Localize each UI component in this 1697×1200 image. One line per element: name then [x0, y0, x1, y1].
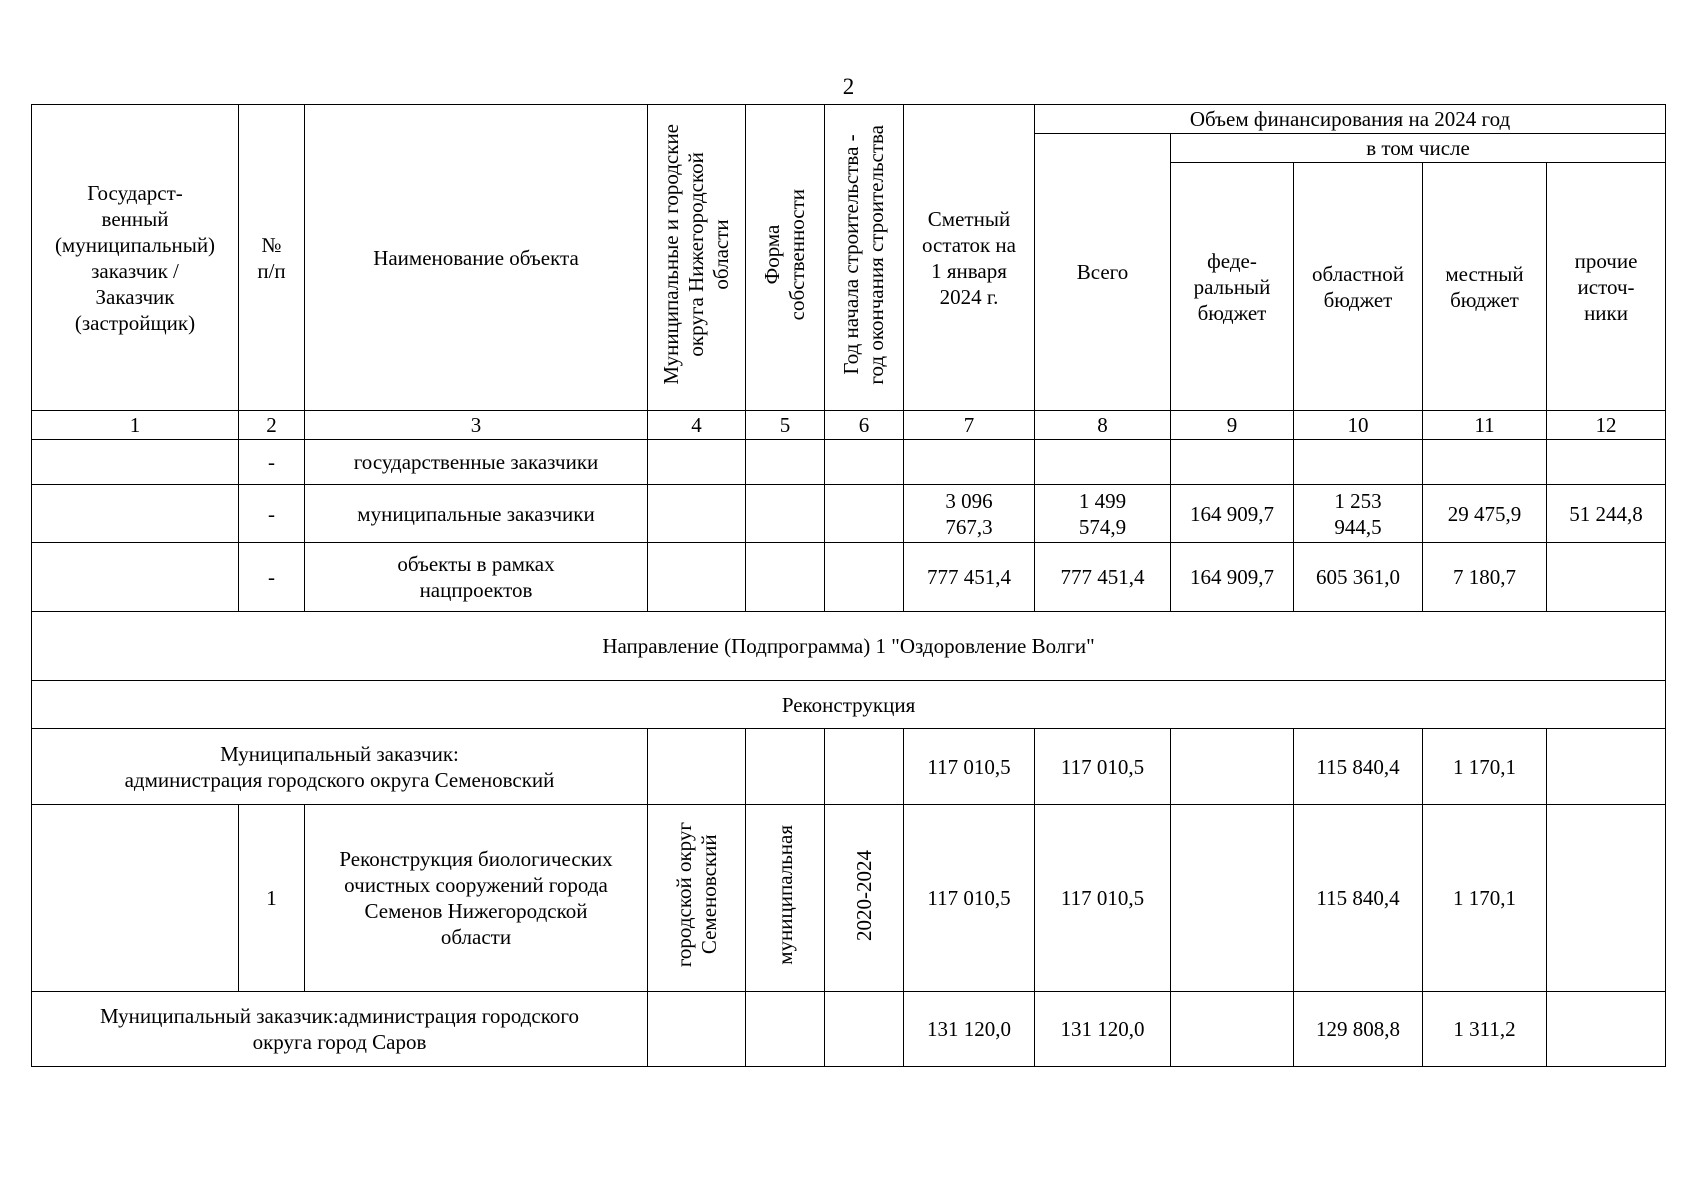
cell-other [1547, 729, 1666, 805]
cell-federal [1171, 992, 1294, 1067]
header-object-name: Наименование объекта [305, 105, 648, 411]
header-districts: Муниципальные и городские округа Нижегородской области [648, 105, 746, 411]
row-number: - [239, 440, 305, 485]
object-years: 2020-2024 [825, 805, 904, 992]
cell-estimated-balance: 777 451,4 [904, 543, 1035, 612]
cell-local: 1 311,2 [1423, 992, 1547, 1067]
cell-other [1547, 543, 1666, 612]
column-number: 4 [648, 411, 746, 440]
table-row [32, 440, 1666, 485]
section-title: Направление (Подпрограмма) 1 "Оздоровление Волги" [32, 612, 1666, 681]
customer-name: Муниципальный заказчик: администрация городского округа Семеновский [32, 729, 648, 805]
cell-local: 29 475,9 [1423, 485, 1547, 543]
row-name: муниципальные заказчики [305, 485, 648, 543]
column-number: 6 [825, 411, 904, 440]
cell-federal: 164 909,7 [1171, 543, 1294, 612]
column-number: 7 [904, 411, 1035, 440]
header-estimated-balance: Сметный остаток на 1 января 2024 г. [904, 105, 1035, 411]
cell-total: 117 010,5 [1035, 805, 1171, 992]
header-funding-group: Объем финансирования на 2024 год [1035, 105, 1666, 134]
header-local-budget: местный бюджет [1423, 163, 1547, 411]
cell-estimated-balance: 117 010,5 [904, 729, 1035, 805]
cell-federal [1171, 440, 1294, 485]
subsection-row [32, 681, 1666, 729]
object-ownership: муниципальная [746, 805, 825, 992]
customer-row [32, 992, 1666, 1067]
cell-other [1547, 992, 1666, 1067]
object-row [32, 805, 1666, 992]
cell-total [1035, 440, 1171, 485]
cell-federal: 164 909,7 [1171, 485, 1294, 543]
subsection-title: Реконструкция [32, 681, 1666, 729]
column-number: 3 [305, 411, 648, 440]
row-name: государственные заказчики [305, 440, 648, 485]
cell-local: 7 180,7 [1423, 543, 1547, 612]
cell-regional: 129 808,8 [1294, 992, 1423, 1067]
cell-regional: 605 361,0 [1294, 543, 1423, 612]
table-row [32, 543, 1666, 612]
column-number-row [32, 411, 1666, 440]
column-number: 12 [1547, 411, 1666, 440]
column-number: 10 [1294, 411, 1423, 440]
cell-total: 117 010,5 [1035, 729, 1171, 805]
cell-estimated-balance: 131 120,0 [904, 992, 1035, 1067]
customer-name: Муниципальный заказчик:администрация городского округа город Саров [32, 992, 648, 1067]
header-other-sources: прочие источ- ники [1547, 163, 1666, 411]
row-number: 1 [239, 805, 305, 992]
customer-row [32, 729, 1666, 805]
header-regional-budget: областной бюджет [1294, 163, 1423, 411]
header-federal-budget: феде- ральный бюджет [1171, 163, 1294, 411]
row-name: объекты в рамках нацпроектов [305, 543, 648, 612]
column-number: 9 [1171, 411, 1294, 440]
column-number: 8 [1035, 411, 1171, 440]
cell-regional: 1 253 944,5 [1294, 485, 1423, 543]
header-including: в том числе [1171, 134, 1666, 163]
cell-regional: 115 840,4 [1294, 729, 1423, 805]
cell-other [1547, 440, 1666, 485]
table-row [32, 485, 1666, 543]
row-number: - [239, 543, 305, 612]
header-ownership: Форма собственности [746, 105, 825, 411]
page-number: 2 [842, 74, 855, 99]
cell-regional: 115 840,4 [1294, 805, 1423, 992]
cell-federal [1171, 805, 1294, 992]
cell-estimated-balance: 117 010,5 [904, 805, 1035, 992]
object-name: Реконструкция биологических очистных сооружений города Семенов Нижегородской области [305, 805, 648, 992]
column-number: 1 [32, 411, 239, 440]
column-number: 5 [746, 411, 825, 440]
header-years: Год начала строительства - год окончания строительства [825, 105, 904, 411]
cell-total: 1 499 574,9 [1035, 485, 1171, 543]
header-customer: Государст- венный (муниципальный) заказчик / Заказчик (застройщик) [32, 105, 239, 411]
row-number: - [239, 485, 305, 543]
cell-regional [1294, 440, 1423, 485]
section-row [32, 612, 1666, 681]
header-number: № п/п [239, 105, 305, 411]
cell-local: 1 170,1 [1423, 805, 1547, 992]
cell-estimated-balance [904, 440, 1035, 485]
header-total: Всего [1035, 134, 1171, 411]
cell-local [1423, 440, 1547, 485]
financing-table [31, 104, 1666, 1067]
cell-local: 1 170,1 [1423, 729, 1547, 805]
cell-other [1547, 805, 1666, 992]
cell-total: 131 120,0 [1035, 992, 1171, 1067]
header-row-1 [32, 105, 1666, 134]
cell-other: 51 244,8 [1547, 485, 1666, 543]
cell-total: 777 451,4 [1035, 543, 1171, 612]
cell-estimated-balance: 3 096 767,3 [904, 485, 1035, 543]
cell-federal [1171, 729, 1294, 805]
column-number: 2 [239, 411, 305, 440]
object-district: городской округ Семеновский [648, 805, 746, 992]
column-number: 11 [1423, 411, 1547, 440]
